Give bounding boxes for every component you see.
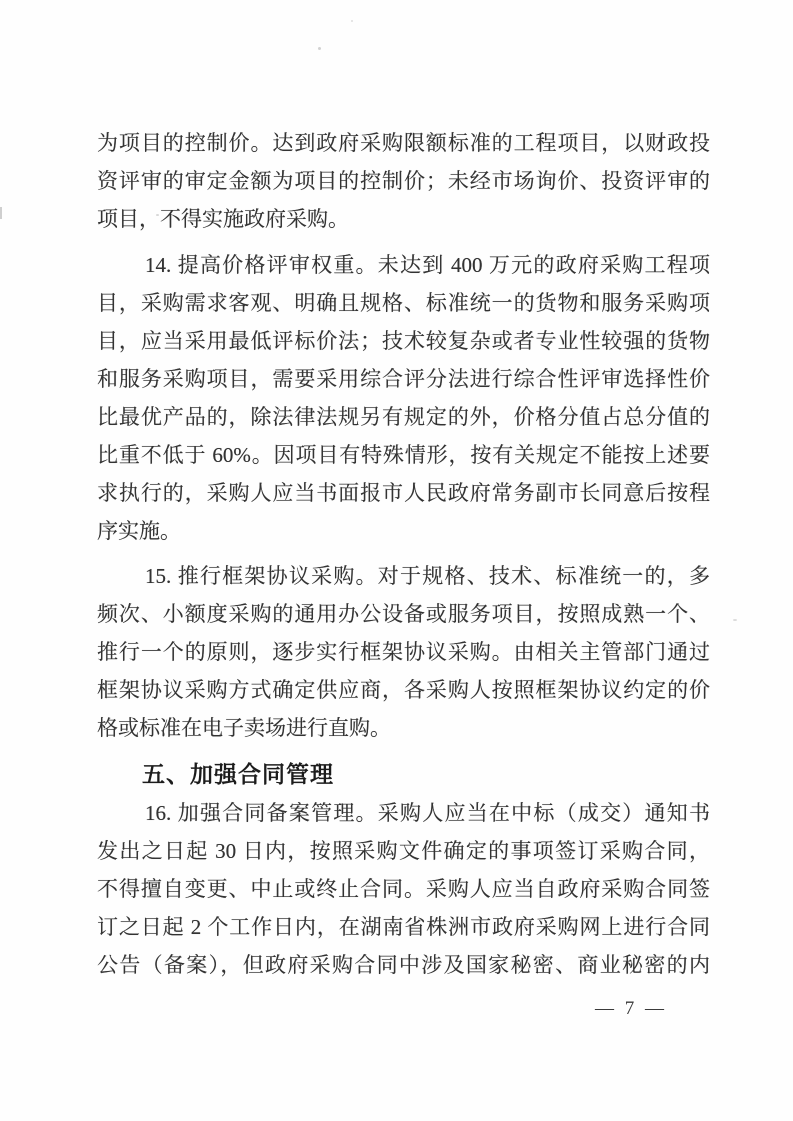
text-line: 目，应当采用最低评标价法；技术较复杂或者专业性较强的货物: [97, 329, 710, 353]
section-heading: 五、加强合同管理: [142, 761, 334, 787]
scan-speckle: [0, 207, 2, 219]
paragraph-item-14: [97, 246, 710, 550]
paragraph-item-15: [97, 557, 710, 747]
text-line: 比最优产品的，除法律法规另有规定的外，价格分值占总分值的: [97, 405, 710, 429]
text-line: 订之日起 2 个工作日内，在湖南省株洲市政府采购网上进行合同: [97, 915, 710, 939]
text-line: 和服务采购项目，需要采用综合评分法进行综合性评审选择性价: [97, 367, 710, 391]
text-line: 框架协议采购方式确定供应商，各采购人按照框架协议约定的价: [97, 678, 710, 702]
text-line: 序实施。: [97, 519, 181, 543]
text-line: 发出之日起 30 日内，按照采购文件确定的事项签订采购合同，: [97, 839, 710, 863]
text-line: 目，采购需求客观、明确且规格、标准统一的货物和服务采购项: [97, 291, 710, 315]
text-line: 不得擅自变更、中止或终止合同。采购人应当自政府采购合同签: [97, 877, 710, 901]
text-line: 求执行的，采购人应当书面报市人民政府常务副市长同意后按程: [97, 481, 710, 505]
text-line: 14. 提高价格评审权重。未达到 400 万元的政府采购工程项: [145, 253, 710, 277]
paragraph-item-16: [97, 794, 710, 984]
text-line: 项目，不得实施政府采购。: [97, 207, 349, 231]
text-line: 推行一个的原则，逐步实行框架协议采购。由相关主管部门通过: [97, 640, 710, 664]
text-line: 16. 加强合同备案管理。采购人应当在中标（成交）通知书: [145, 801, 710, 825]
text-line: 公告（备案），但政府采购合同中涉及国家秘密、商业秘密的内: [97, 953, 710, 977]
text-line: 15. 推行框架协议采购。对于规格、技术、标准统一的，多: [145, 564, 710, 588]
text-line: 格或标准在电子卖场进行直购。: [97, 716, 391, 740]
page-number: — 7 —: [595, 998, 667, 1019]
text-line: 为项目的控制价。达到政府采购限额标准的工程项目，以财政投: [97, 131, 710, 155]
paragraph-continuation: [97, 124, 710, 238]
scan-speckle: [733, 619, 737, 621]
document-body: [97, 124, 710, 984]
scan-speckle: [318, 47, 321, 50]
text-line: 比重不低于 60%。因项目有特殊情形，按有关规定不能按上述要: [97, 443, 710, 467]
text-line: 频次、小额度采购的通用办公设备或服务项目，按照成熟一个、: [97, 602, 710, 626]
scan-speckle: [351, 20, 353, 22]
text-line: 资评审的审定金额为项目的控制价；未经市场询价、投资评审的: [97, 169, 710, 193]
